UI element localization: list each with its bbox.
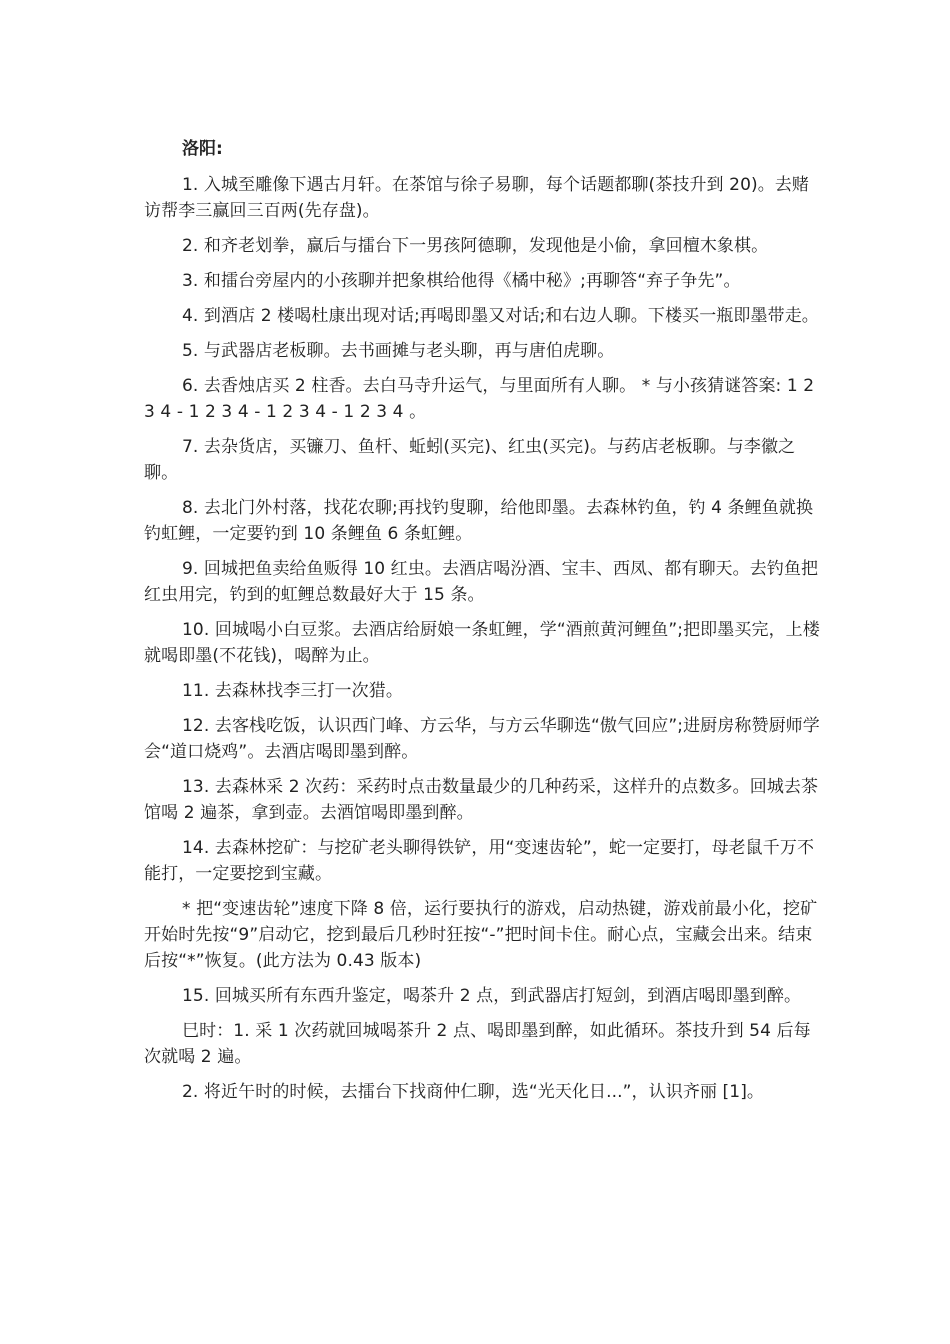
paragraph-sishi-1: 巳时：1. 采 1 次药就回城喝茶升 2 点、喝即墨到醉，如此循环。茶技升到 54 后每次就喝 2 遍。 (144, 1021, 811, 1067)
paragraph-10: 10. 回城喝小白豆浆。去酒店给厨娘一条虹鲤，学“酒煎黄河鲤鱼”;把即墨买完，上楼就喝即墨(不花钱)，喝醉为止。 (144, 620, 820, 666)
paragraph-13: 13. 去森林采 2 次药：采药时点击数量最少的几种药采，这样升的点数多。回城去茶馆喝 2 遍茶，拿到壶。去酒馆喝即墨到醉。 (144, 777, 819, 823)
paragraph-5: 5. 与武器店老板聊。去书画摊与老头聊，再与唐伯虎聊。 (182, 341, 615, 361)
section-heading: 洛阳: (182, 139, 223, 159)
paragraph-14: 14. 去森林挖矿：与挖矿老头聊得铁铲，用“变速齿轮”，蛇一定要打，母老鼠千万不能打，一定要挖到宝藏。 (144, 838, 815, 884)
paragraph-15: 15. 回城买所有东西升鉴定，喝茶升 2 点，到武器店打短剑，到酒店喝即墨到醉。 (182, 986, 802, 1006)
paragraph-sishi-2: 2. 将近午时的时候，去擂台下找商仲仁聊，选“光天化日...”，认识齐丽 [1]。 (182, 1082, 765, 1102)
paragraph-note: * 把“变速齿轮”速度下降 8 倍，运行要执行的游戏，启动热键，游戏前最小化，挖矿开始时先按“9”启动它，挖到最后几秒时狂按“-”把时间卡住。耐心点，宝藏会出来。结束后按“*”恢复。(此方法为 0.43 版本) (144, 899, 818, 971)
paragraph-7: 7. 去杂货店，买镰刀、鱼杆、蚯蚓(买完)、红虫(买完)。与药店老板聊。与李徽之聊。 (144, 437, 796, 483)
paragraph-4: 4. 到酒店 2 楼喝杜康出现对话;再喝即墨又对话;和右边人聊。下楼买一瓶即墨带走。 (182, 306, 819, 326)
paragraph-1: 1. 入城至雕像下遇古月轩。在茶馆与徐子易聊，每个话题都聊(茶技升到 20)。去赌访帮李三赢回三百两(先存盘)。 (144, 175, 810, 221)
paragraph-9: 9. 回城把鱼卖给鱼贩得 10 红虫。去酒店喝汾酒、宝丰、西凤、都有聊天。去钓鱼把红虫用完，钓到的虹鲤总数最好大于 15 条。 (144, 559, 819, 605)
document-page (144, 136, 824, 1114)
paragraph-2: 2. 和齐老划拳，赢后与擂台下一男孩阿德聊，发现他是小偷，拿回檀木象棋。 (182, 236, 769, 256)
paragraph-11: 11. 去森林找李三打一次猎。 (182, 681, 403, 701)
paragraph-8: 8. 去北门外村落，找花农聊;再找钓叟聊，给他即墨。去森林钓鱼，钓 4 条鲤鱼就换钓虹鲤，一定要钓到 10 条鲤鱼 6 条虹鲤。 (144, 498, 814, 544)
paragraph-3: 3. 和擂台旁屋内的小孩聊并把象棋给他得《橘中秘》;再聊答“弃子争先”。 (182, 271, 741, 291)
paragraph-6: 6. 去香烛店买 2 柱香。去白马寺升运气，与里面所有人聊。 * 与小孩猜谜答案: 1 2 3 4 - 1 2 3 4 - 1 2 3 4 - 1 2 3 4 。 (144, 376, 815, 422)
paragraph-12: 12. 去客栈吃饭，认识西门峰、方云华，与方云华聊选“傲气回应”;进厨房称赞厨师学会“道口烧鸡”。去酒店喝即墨到醉。 (144, 716, 820, 762)
